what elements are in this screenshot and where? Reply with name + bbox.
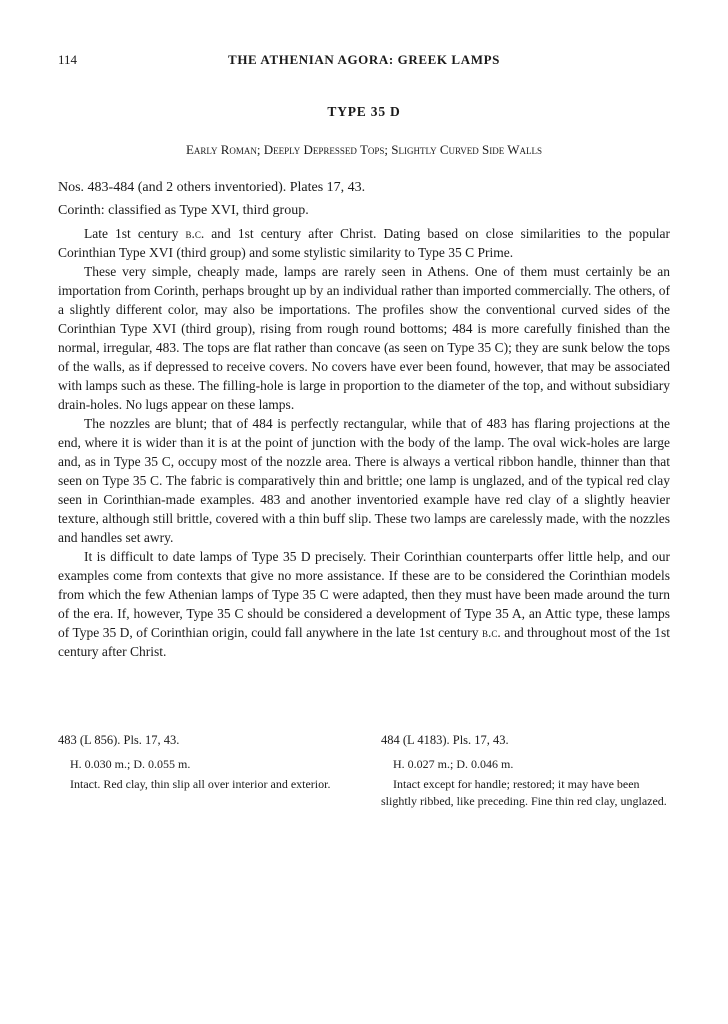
- catalog-entry-description: Intact. Red clay, thin slip all over interior and exterior.: [70, 777, 331, 791]
- catalog-entry-484: [381, 732, 675, 809]
- paragraph-chronology: [58, 547, 670, 661]
- body-text: [58, 178, 670, 661]
- paragraph-description: These very simple, cheaply made, lamps are rarely seen in Athens. One of them must certainly be an importation from Corinth, perhaps brought up by an individual rather than imported commercially. The others, of a slightly different color, may also be importations. The profiles show the conventional curved sides of the Corinthian Type XVI (third group), rising from rough round bottoms; 484 is more carefully finished than the normal, irregular, 483. The tops are flat rather than concave (as seen on Type 35 C); they are sunk below the tops of the walls, as if depressed to receive covers. No covers have ever been found, however, that may be associated with lamps such as these. The filling-hole is large in proportion to the diameter of the top, and without subsidiary drain-holes. No lugs appear on these lamps.: [58, 264, 670, 412]
- section-title: TYPE 35 D: [327, 104, 401, 119]
- paragraph-nozzles: The nozzles are blunt; that of 484 is perfectly rectangular, while that of 483 has flaring projections at the end, where it is wider than it is at the point of junction with the body of the lamp. The oval wick-holes are large and, as in Type 35 C, occupy most of the nozzle area. There is always a vertical ribbon handle, thinner than that seen on Type 35 C. The fabric is comparatively thin and brittle; one lamp is unglazed, and of the typical red clay seen in Corinthian-made examples. 483 and another inventoried example have red clay of a slightly heavier texture, although still brittle, covered with a thin buff slip. These two lamps are carelessly made, with the nozzles and handles set awry.: [58, 416, 670, 545]
- paragraph-dating-part-2: and 1st century after Christ. Dating based on close similarities to the popular Corinthian Type XVI (third group) and some stylistic similarity to Type 35 C Prime.: [58, 226, 670, 260]
- bc-abbreviation: b.c.: [482, 625, 501, 640]
- catalog-entry-dimensions: H. 0.027 m.; D. 0.046 m.: [393, 756, 514, 771]
- paragraph-dating: [58, 224, 670, 262]
- paragraph-dating-part-1: Late 1st century: [84, 226, 186, 241]
- paragraph-chronology-part-2: and throughout most of the 1st century after Christ.: [58, 625, 670, 659]
- corinth-classification-line: Corinth: classified as Type XVI, third group.: [58, 203, 309, 218]
- page-number: 114: [58, 52, 78, 67]
- catalog-entry-description: Intact except for handle; restored; it may have been slightly ribbed, like preceding. Fine thin red clay, unglazed.: [381, 777, 667, 808]
- running-title: THE ATHENIAN AGORA: GREEK LAMPS: [228, 52, 500, 67]
- catalog-entry-dimensions: H. 0.030 m.; D. 0.055 m.: [70, 756, 191, 771]
- running-header: [58, 52, 670, 70]
- paragraph-chronology-part-1: It is difficult to date lamps of Type 35 D precisely. Their Corinthian counterparts offer little help, and our examples come from contexts that give no more assistance. If these are to be considered the Corinthian models from which the few Athenian lamps of Type 35 C were adapted, then they must have been made around the turn of the era. If, however, Type 35 C should be considered a development of Type 35 A, an Attic type, these lamps of Type 35 D, of Corinthian origin, could fall anywhere in the late 1st century: [58, 549, 670, 640]
- catalog-entry-heading: 484 (L 4183). Pls. 17, 43.: [381, 733, 509, 747]
- catalog-entry-483: [58, 732, 352, 793]
- section-subtitle: Early Roman; Deeply Depressed Tops; Slightly Curved Side Walls: [185, 142, 543, 157]
- catalog-entry-heading: 483 (L 856). Pls. 17, 43.: [58, 733, 180, 747]
- catalog-numbers-line: Nos. 483-484 (and 2 others inventoried). Plates 17, 43.: [58, 180, 366, 195]
- bc-abbreviation: b.c.: [185, 226, 205, 241]
